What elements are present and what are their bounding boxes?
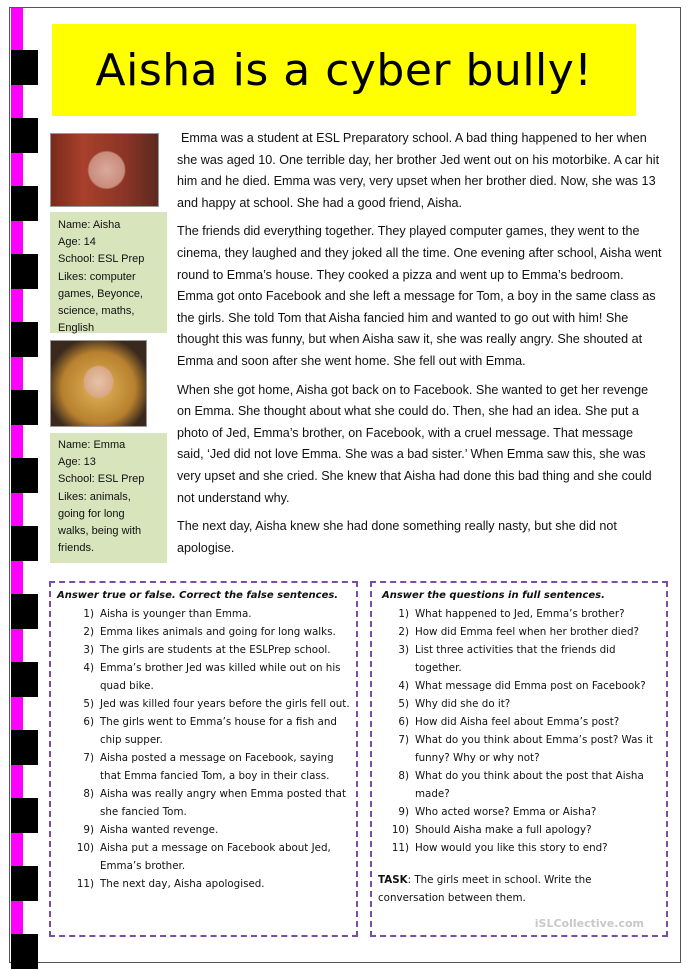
- item-number: 3): [398, 644, 409, 656]
- item-text: Who acted worse? Emma or Aisha?: [415, 806, 597, 818]
- item-number: 1): [398, 608, 409, 620]
- list-item: [382, 713, 660, 731]
- border-block: [11, 322, 38, 357]
- border-block: [11, 526, 38, 561]
- item-number: 8): [83, 788, 94, 800]
- item-number: 4): [83, 662, 94, 674]
- emma-photo: [50, 340, 147, 427]
- item-number: 11): [76, 878, 94, 890]
- page-title: Aisha is a cyber bully!: [52, 24, 636, 116]
- item-text: The girls are students at the ESLPrep school.: [100, 644, 331, 656]
- item-text: Aisha was really angry when Emma posted that she fancied Tom.: [100, 788, 346, 818]
- watermark: iSLCollective.com: [534, 917, 644, 930]
- exercise-heading: Answer the questions in full sentences.: [382, 590, 605, 601]
- border-block: [11, 50, 38, 85]
- item-text: Emma likes animals and going for long walks.: [100, 626, 336, 638]
- list-item: [382, 623, 660, 641]
- task-instruction: [378, 871, 660, 907]
- list-item: [67, 875, 350, 893]
- list-item: [382, 839, 660, 857]
- aisha-profile: [50, 212, 167, 333]
- item-text: What message did Emma post on Facebook?: [415, 680, 646, 692]
- task-label: TASK: [378, 874, 408, 886]
- task-text: : The girls meet in school. Write the conversation between them.: [378, 874, 592, 904]
- list-item: [67, 695, 350, 713]
- profile-line: Age: 13: [58, 456, 96, 469]
- list-item: [67, 821, 350, 839]
- list-item: [67, 713, 350, 749]
- list-item: [382, 767, 660, 803]
- border-block: [11, 458, 38, 493]
- profile-line: games, Beyonce,: [58, 287, 143, 300]
- story-paragraph: Emma was a student at ESL Preparatory school. A bad thing happened to her when she was aged 10. One terrible day, her brother Jed went out on his motorbike. A car hit him and he died. Emma was very, very upset when her brother died. Now, she was 13 and happy at school. She had a good friend, Aisha.: [177, 131, 660, 210]
- border-block: [11, 254, 38, 289]
- border-block: [11, 662, 38, 697]
- border-block: [11, 866, 38, 901]
- border-block: [11, 730, 38, 765]
- item-number: 5): [83, 698, 94, 710]
- item-number: 9): [83, 824, 94, 836]
- true-false-exercise: [49, 581, 358, 937]
- exercise-heading: Answer true or false. Correct the false sentences.: [57, 590, 339, 601]
- border-block: [11, 390, 38, 425]
- item-number: 7): [83, 752, 94, 764]
- list-item: [382, 605, 660, 623]
- item-number: 9): [398, 806, 409, 818]
- story-text: [177, 128, 663, 566]
- item-number: 2): [83, 626, 94, 638]
- item-text: Aisha wanted revenge.: [100, 824, 219, 836]
- list-item: [67, 623, 350, 641]
- list-item: [67, 641, 350, 659]
- profile-line: Name: Emma: [58, 439, 126, 451]
- questions-exercise: [370, 581, 668, 937]
- item-text: What happened to Jed, Emma’s brother?: [415, 608, 625, 620]
- item-number: 2): [398, 626, 409, 638]
- border-block: [11, 798, 38, 833]
- list-item: [67, 839, 350, 875]
- profile-line: Age: 14: [58, 236, 96, 249]
- profile-line: School: ESL Prep: [58, 253, 145, 266]
- profile-line: friends.: [58, 542, 95, 555]
- story-paragraph: When she got home, Aisha got back on to Facebook. She wanted to get her revenge on Emma. She thought about what she could do. Then, she had an idea. She put a photo of Jed, Emma’s brother, on Facebook, with a cruel message. That message said, ‘Jed did not love Emma. She was a bad sister.’ When Emma saw this, she was very upset and she cried. She knew that Aisha had done this bad thing and she could not understand why.: [177, 382, 652, 505]
- item-text: Aisha is younger than Emma.: [100, 608, 252, 620]
- list-item: [382, 803, 660, 821]
- item-number: 7): [398, 734, 409, 746]
- item-text: The next day, Aisha apologised.: [100, 878, 265, 890]
- border-block: [11, 594, 38, 629]
- list-item: [382, 731, 660, 767]
- border-block: [11, 118, 38, 153]
- profile-line: Likes: animals,: [58, 490, 131, 503]
- list-item: [382, 677, 660, 695]
- list-item: [67, 785, 350, 821]
- item-number: 3): [83, 644, 94, 656]
- item-text: The girls went to Emma’s house for a fish and chip supper.: [100, 716, 337, 746]
- profile-line: science, maths,: [58, 305, 135, 318]
- item-number: 5): [398, 698, 409, 710]
- item-number: 4): [398, 680, 409, 692]
- profile-line: School: ESL Prep: [58, 473, 145, 486]
- item-text: Why did she do it?: [415, 698, 511, 710]
- item-text: What do you think about the post that Aisha made?: [415, 770, 644, 800]
- list-item: [67, 605, 350, 623]
- list-item: [382, 695, 660, 713]
- item-text: Emma’s brother Jed was killed while out on his quad bike.: [100, 662, 341, 692]
- item-number: 11): [391, 842, 409, 854]
- profile-line: walks, being with: [58, 525, 142, 538]
- item-text: What do you think about Emma’s post? Was it funny? Why or why not?: [415, 734, 653, 764]
- item-text: How would you like this story to end?: [415, 842, 608, 854]
- border-block: [11, 186, 38, 221]
- item-number: 10): [391, 824, 409, 836]
- profile-line: Likes: computer: [58, 270, 136, 283]
- item-text: How did Aisha feel about Emma’s post?: [415, 716, 620, 728]
- item-number: 8): [398, 770, 409, 782]
- item-text: Should Aisha make a full apology?: [415, 824, 592, 836]
- list-item: [382, 641, 660, 677]
- story-paragraph: The friends did everything together. They played computer games, they went to the cinema, they laughed and they joked all the time. One evening after school, Aisha went round to Emma’s house. They cooked a pizza and went up to Emma’s bedroom. Emma got onto Facebook and she left a message for Tom, a boy in the same class as the girls. She told Tom that Aisha fancied him and wanted to go out with him! She thought this was funny, but when Aisha saw it, she was really angry. She shouted at Emma and soon after she went home. She fell out with Emma.: [177, 224, 662, 368]
- item-number: 6): [398, 716, 409, 728]
- list-item: [67, 749, 350, 785]
- story-paragraph: The next day, Aisha knew she had done something really nasty, but she did not apologise.: [177, 519, 617, 555]
- item-text: List three activities that the friends did together.: [415, 644, 616, 674]
- item-text: Aisha put a message on Facebook about Jed, Emma’s brother.: [100, 842, 331, 872]
- profile-line: Name: Aisha: [58, 219, 121, 231]
- profile-line: going for long: [58, 507, 125, 520]
- list-item: [382, 821, 660, 839]
- item-text: Jed was killed four years before the girls fell out.: [100, 698, 350, 710]
- aisha-photo: [50, 133, 159, 207]
- item-number: 6): [83, 716, 94, 728]
- profile-line: English: [58, 322, 95, 335]
- list-item: [67, 659, 350, 695]
- item-number: 10): [76, 842, 94, 854]
- item-number: 1): [83, 608, 94, 620]
- item-text: How did Emma feel when her brother died?: [415, 626, 639, 638]
- item-text: Aisha posted a message on Facebook, saying that Emma fancied Tom, a boy in their class.: [100, 752, 334, 782]
- border-block: [11, 934, 38, 969]
- emma-profile: [50, 433, 167, 563]
